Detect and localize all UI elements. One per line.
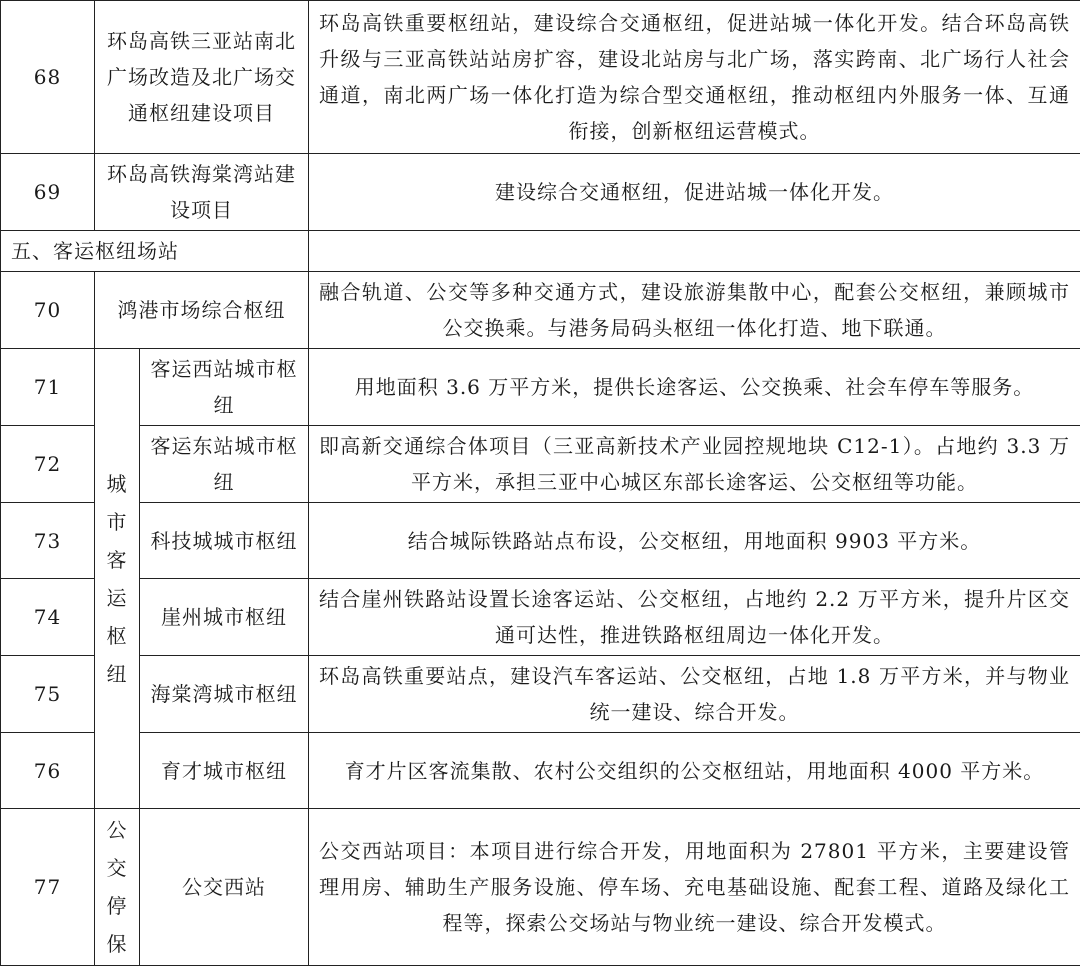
row-number: 70 — [1, 272, 95, 349]
table-row — [1, 272, 1080, 349]
row-number: 71 — [1, 349, 95, 426]
project-description: 育才片区客流集散、农村公交组织的公交枢纽站，用地面积 4000 平方米。 — [309, 733, 1080, 809]
row-number: 73 — [1, 503, 95, 579]
project-description: 即高新交通综合体项目（三亚高新技术产业园控规地块 C12-1）。占地约 3.3 万平方米，承担三亚中心城区东部长途客运、公交枢纽等功能。 — [309, 426, 1080, 503]
table-row — [1, 1, 1080, 154]
table-row — [1, 579, 1080, 656]
project-description: 建设综合交通枢纽，促进站城一体化开发。 — [309, 154, 1080, 231]
row-number: 74 — [1, 579, 95, 656]
table-row — [1, 426, 1080, 503]
empty-cell — [309, 231, 1080, 272]
project-description: 结合城际铁路站点布设，公交枢纽，用地面积 9903 平方米。 — [309, 503, 1080, 579]
group-label — [95, 349, 140, 809]
table-row — [1, 733, 1080, 809]
project-name: 公交西站 — [140, 809, 309, 966]
group-label — [95, 809, 140, 966]
group-label-text: 城市客运枢纽 — [106, 465, 128, 693]
row-number: 69 — [1, 154, 95, 231]
section-row — [1, 231, 1080, 272]
table-row — [1, 154, 1080, 231]
project-name: 客运西站城市枢纽 — [140, 349, 309, 426]
row-number: 68 — [1, 1, 95, 154]
project-name: 鸿港市场综合枢纽 — [95, 272, 309, 349]
row-number: 76 — [1, 733, 95, 809]
section-title: 五、客运枢纽场站 — [1, 231, 309, 272]
table-row — [1, 503, 1080, 579]
project-description: 融合轨道、公交等多种交通方式，建设旅游集散中心，配套公交枢纽，兼顾城市公交换乘。与港务局码头枢纽一体化打造、地下联通。 — [309, 272, 1080, 349]
project-description: 公交西站项目：本项目进行综合开发，用地面积为 27801 平方米，主要建设管理用房、辅助生产服务设施、停车场、充电基础设施、配套工程、道路及绿化工程等，探索公交场站与物业统一建设、综合开发模式。 — [309, 809, 1080, 966]
table-row — [1, 809, 1080, 966]
project-name: 海棠湾城市枢纽 — [140, 656, 309, 733]
project-name: 环岛高铁海棠湾站建设项目 — [95, 154, 309, 231]
project-name: 崖州城市枢纽 — [140, 579, 309, 656]
table-row — [1, 656, 1080, 733]
row-number: 77 — [1, 809, 95, 966]
table-row — [1, 349, 1080, 426]
project-name: 客运东站城市枢纽 — [140, 426, 309, 503]
project-description: 环岛高铁重要站点，建设汽车客运站、公交枢纽，占地 1.8 万平方米，并与物业统一建设、综合开发。 — [309, 656, 1080, 733]
project-description: 环岛高铁重要枢纽站，建设综合交通枢纽，促进站城一体化开发。结合环岛高铁升级与三亚高铁站站房扩容，建设北站房与北广场，落实跨南、北广场行人社会通道，南北两广场一体化打造为综合型交通枢纽，推动枢纽内外服务一体、互通衔接，创新枢纽运营模式。 — [309, 1, 1080, 154]
project-description: 结合崖州铁路站设置长途客运站、公交枢纽，占地约 2.2 万平方米，提升片区交通可达性，推进铁路枢纽周边一体化开发。 — [309, 579, 1080, 656]
group-label-text: 公交停保 — [106, 811, 128, 963]
row-number: 72 — [1, 426, 95, 503]
project-description: 用地面积 3.6 万平方米，提供长途客运、公交换乘、社会车停车等服务。 — [309, 349, 1080, 426]
project-name: 环岛高铁三亚站南北广场改造及北广场交通枢纽建设项目 — [95, 1, 309, 154]
project-name: 育才城市枢纽 — [140, 733, 309, 809]
project-name: 科技城城市枢纽 — [140, 503, 309, 579]
row-number: 75 — [1, 656, 95, 733]
